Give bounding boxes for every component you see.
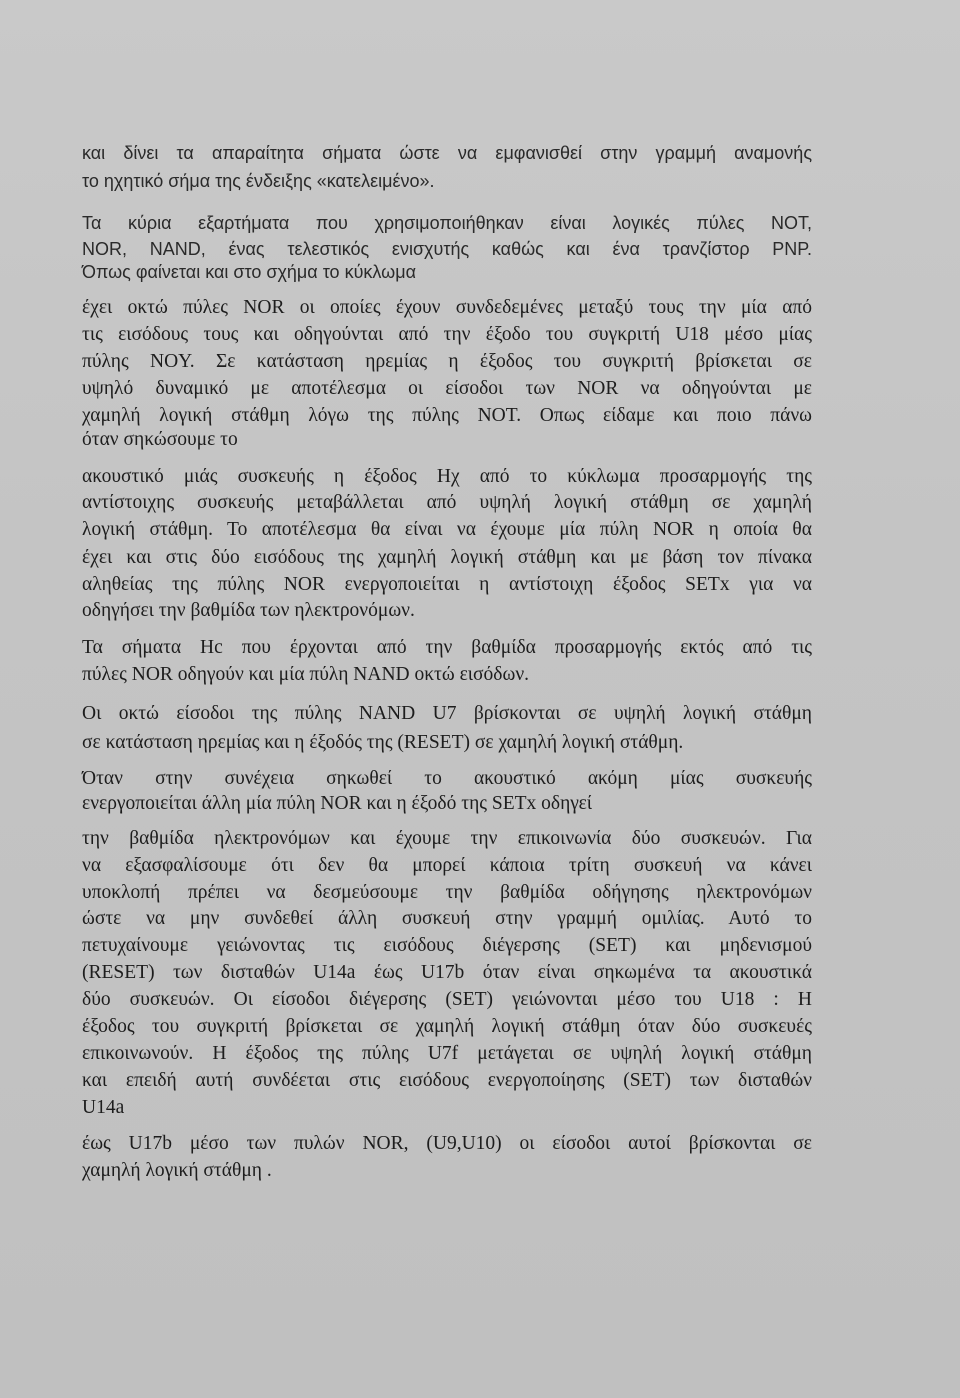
text-line: έχει και στις δύο εισόδους της χαμηλή λογική στάθμη και με βάση τον πίνακα xyxy=(82,547,812,568)
text-line: χαμηλή λογική στάθμη . xyxy=(82,1160,272,1181)
text-line: NOR, NAND, ένας τελεστικός ενισχυτής καθώς και ένα τρανζίστορ PNP. xyxy=(82,239,812,259)
text-line: επικοινωνούν. Η έξοδος της πύλης U7f μετάγεται σε υψηλή λογική στάθμη xyxy=(82,1043,812,1064)
text-line: Τα σήματα Ηc που έρχονται από την βαθμίδα προσαρμογής εκτός από τις xyxy=(82,637,812,658)
text-line: ενεργοποιείται άλλη μία πύλη NOR και η έξοδό της SETx οδηγεί xyxy=(82,793,593,814)
text-line: πετυχαίνουμε γειώνοντας τις εισόδους διέγερσης (SET) και μηδενισμού xyxy=(82,935,812,956)
text-line: και δίνει τα απαραίτητα σήματα ώστε να εμφανισθεί στην γραμμή αναμονής xyxy=(82,143,812,163)
text-line: σε κατάσταση ηρεμίας και η έξοδός της (RESET) σε χαμηλή λογική στάθμη. xyxy=(82,732,684,753)
text-line: και επειδή αυτή συνδέεται στις εισόδους ενεργοποίησης (SET) των δισταθών xyxy=(82,1070,812,1091)
text-line: U14a xyxy=(82,1097,125,1118)
text-line: οδηγήσει την βαθμίδα των ηλεκτρονόμων. xyxy=(82,600,415,621)
text-line: Όπως φαίνεται και στο σχήμα το κύκλωμα xyxy=(82,262,416,282)
text-line: (RESET) των δισταθών U14a έως U17b όταν είναι σηκωμένα τα ακουστικά xyxy=(82,962,812,983)
text-line: αντίστοιχης συσκευής μεταβάλλεται από υψηλή λογική στάθμη σε χαμηλή xyxy=(82,492,812,513)
text-line: όταν σηκώσουμε το xyxy=(82,429,238,450)
text-line: Τα κύρια εξαρτήματα που χρησιμοποιήθηκαν είναι λογικές πύλες NOT, xyxy=(82,213,812,233)
text-line: ακουστικό μιάς συσκευής η έξοδος Ηχ από το κύκλωμα προσαρμογής της xyxy=(82,466,812,487)
text-line: τις εισόδους τους και οδηγούνται από την έξοδο του συγκριτή U18 μέσο μίας xyxy=(82,324,812,345)
text-line: πύλες NOR οδηγούν και μία πύλη NAND οκτώ εισόδων. xyxy=(82,664,530,685)
text-line: πύλης NOY. Σε κατάσταση ηρεμίας η έξοδος του συγκριτή βρίσκεται σε xyxy=(82,351,812,372)
text-line: ώστε να μην συνδεθεί άλλη συσκευή στην γραμμή ομιλίας. Αυτό το xyxy=(82,908,812,929)
text-line: υποκλοπή πρέπει να δεσμεύσουμε την βαθμίδα οδήγησης ηλεκτρονόμων xyxy=(82,882,812,903)
text-line: δύο συσκευών. Οι είσοδοι διέγερσης (SET) γειώνονται μέσο του U18 : Η xyxy=(82,989,812,1010)
text-line: Οι οκτώ είσοδοι της πύλης NAND U7 βρίσκονται σε υψηλή λογική στάθμη xyxy=(82,703,812,724)
text-line: έχει οκτώ πύλες NOR οι οποίες έχουν συνδεδεμένες μεταξύ τους την μία από xyxy=(82,297,812,318)
text-line: λογική στάθμη. Το αποτέλεσμα θα είναι να έχουμε μία πύλη NOR η οποία θα xyxy=(82,519,812,540)
text-line: το ηχητικό σήμα της ένδειξης «κατελειμένο». xyxy=(82,171,435,191)
text-line: υψηλό δυναμικό με αποτέλεσμα οι είσοδοι των NOR να οδηγούνται με xyxy=(82,378,812,399)
text-line: αληθείας της πύλης NOR ενεργοποιείται η αντίστοιχη έξοδος SETx για να xyxy=(82,574,812,595)
text-line: έξοδος του συγκριτή βρίσκεται σε χαμηλή λογική στάθμη όταν δύο συσκευές xyxy=(82,1016,812,1037)
text-line: έως U17b μέσο των πυλών NOR, (U9,U10) οι είσοδοι αυτοί βρίσκονται σε xyxy=(82,1133,812,1154)
text-line: την βαθμίδα ηλεκτρονόμων και έχουμε την επικοινωνία δύο συσκευών. Για xyxy=(82,828,812,849)
text-line: χαμηλή λογική στάθμη λόγω της πύλης NOT. Οπως είδαμε και ποιο πάνω xyxy=(82,405,812,426)
text-line: Όταν στην συνέχεια σηκωθεί το ακουστικό ακόμη μίας συσκευής xyxy=(82,768,812,789)
text-line: να εξασφαλίσουμε ότι δεν θα μπορεί κάποια τρίτη συσκευή να κάνει xyxy=(82,855,812,876)
